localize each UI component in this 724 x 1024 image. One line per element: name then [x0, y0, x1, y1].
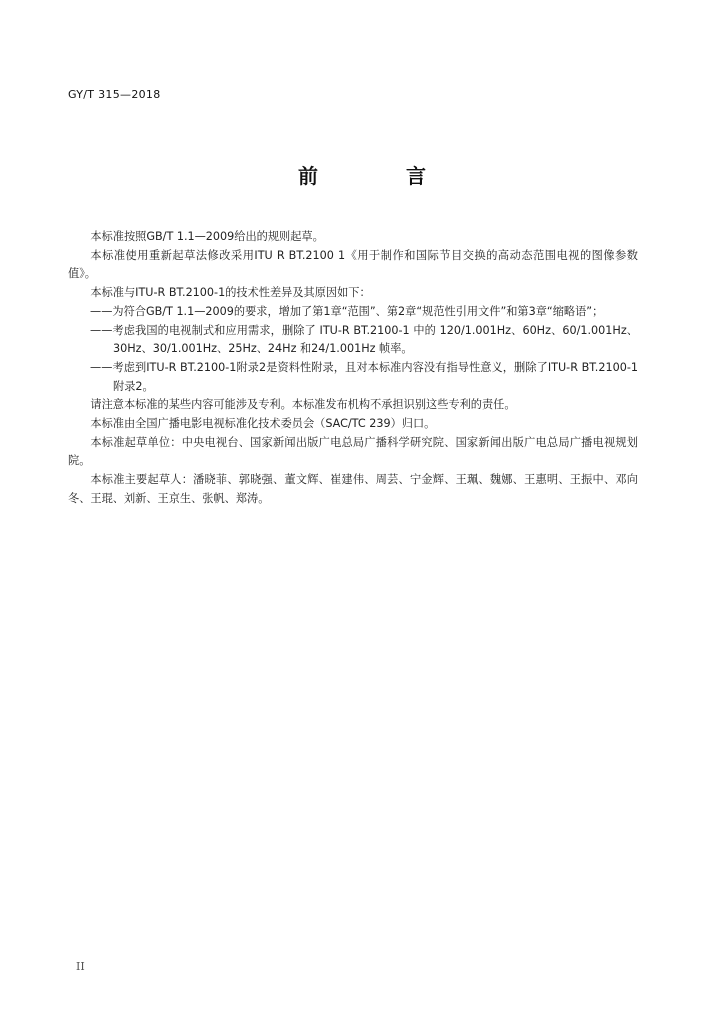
paragraph: 请注意本标准的某些内容可能涉及专利。本标准发布机构不承担识别这些专利的责任。: [90, 398, 516, 412]
foreword-body: [68, 228, 638, 509]
page-title: 前 言: [298, 164, 460, 188]
difference-item: ——考虑我国的电视制式和应用需求，删除了 ITU-R BT.2100-1 中的 120/1.001Hz、60Hz、60/1.001Hz、30Hz、30/1.001Hz、25Hz、24Hz 和24/1.001Hz 帧率。: [90, 323, 638, 356]
paragraph: 本标准按照GB/T 1.1—2009给出的规则起草。: [90, 230, 324, 243]
paragraph: 本标准使用重新起草法修改采用ITU R BT.2100 1《用于制作和国际节目交换的高动态范围电视的图像参数值》。: [68, 248, 638, 281]
paragraph: 本标准起草单位：中央电视台、国家新闻出版广电总局广播科学研究院、国家新闻出版广电总局广播电视规划院。: [68, 435, 638, 468]
paragraph: 本标准与ITU-R BT.2100-1的技术性差异及其原因如下：: [90, 286, 371, 300]
difference-item: ——为符合GB/T 1.1—2009的要求，增加了第1章“范围”、第2章“规范性引用文件”和第3章“缩略语”；: [90, 304, 604, 318]
page-number: II: [76, 960, 85, 973]
paragraph: 本标准由全国广播电影电视标准化技术委员会（SAC/TC 239）归口。: [90, 417, 436, 431]
standard-code: GY/T 315—2018: [68, 88, 161, 101]
difference-item: ——考虑到ITU-R BT.2100-1附录2是资料性附录，且对本标准内容没有指导性意义，删除了ITU-R BT.2100-1附录2。: [90, 360, 638, 393]
paragraph: 本标准主要起草人：潘晓菲、郭晓强、董文辉、崔建伟、周芸、宁金辉、王珮、魏娜、王惠明、王振中、邓向冬、王琨、刘新、王京生、张帆、郑涛。: [68, 473, 638, 505]
